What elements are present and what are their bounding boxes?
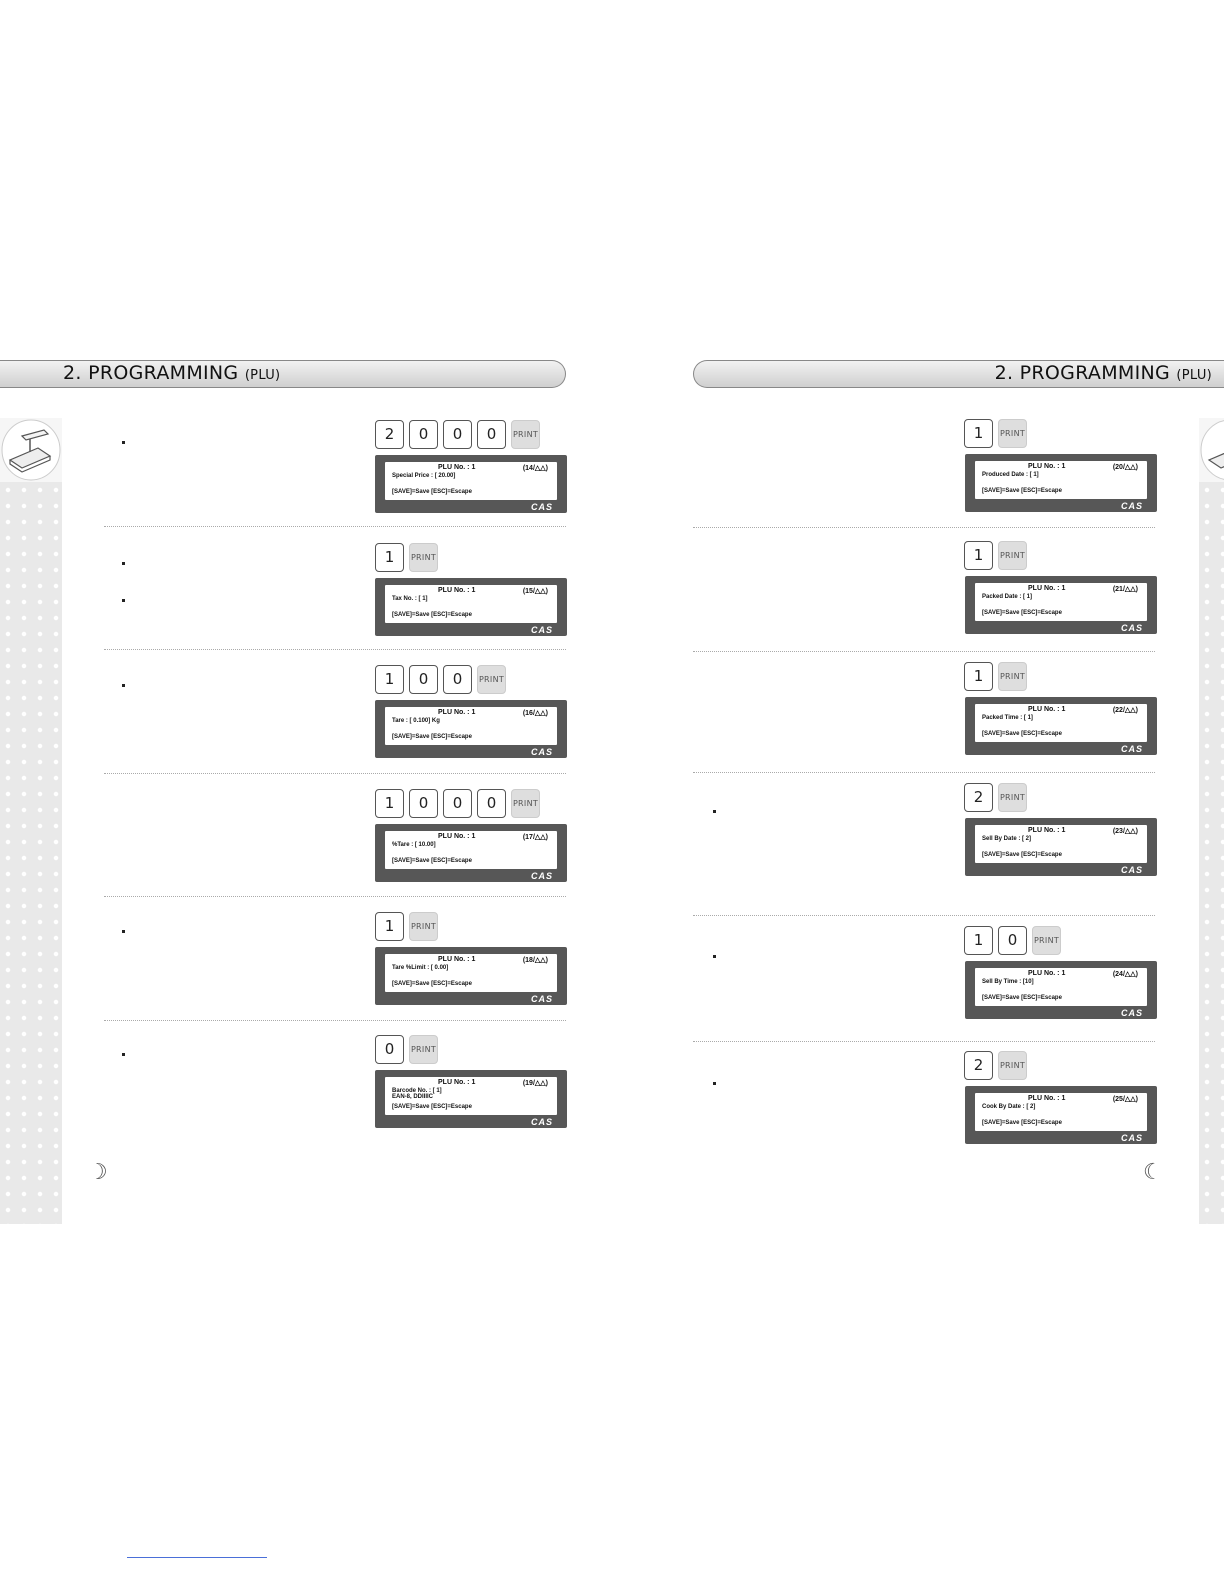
lcd-save-hint: [SAVE]=Save [ESC]=Escape (982, 852, 1062, 858)
bullet-point (713, 1082, 716, 1085)
cas-logo: CAS (530, 994, 553, 1004)
bullet-point (713, 810, 716, 813)
key-0[interactable]: 0 (998, 926, 1027, 955)
lcd-plu-number: PLU No. : 1 (1028, 1095, 1066, 1102)
key-sequence (375, 665, 506, 694)
bullet-point (122, 684, 125, 687)
lcd-field-line: Packed Date : [ 1] (982, 594, 1033, 600)
lcd-display (965, 961, 1157, 1019)
key-2[interactable]: 2 (964, 1051, 993, 1080)
bullet-point (122, 1053, 125, 1056)
print-key[interactable]: PRINT (511, 789, 540, 818)
lcd-display (375, 1070, 567, 1128)
lcd-plu-number: PLU No. : 1 (438, 1079, 476, 1086)
lcd-save-hint: [SAVE]=Save [ESC]=Escape (982, 731, 1062, 737)
lcd-page-indicator: (19/△△) (522, 1080, 548, 1087)
key-1[interactable]: 1 (964, 662, 993, 691)
cas-logo: CAS (530, 625, 553, 635)
key-sequence (375, 1035, 438, 1064)
header-bar-right (693, 360, 1224, 388)
bullet-point (122, 562, 125, 565)
print-key[interactable]: PRINT (998, 783, 1027, 812)
key-sequence (375, 912, 438, 941)
key-0[interactable]: 0 (375, 1035, 404, 1064)
key-sequence (964, 783, 1027, 812)
lcd-page-indicator: (14/△△) (522, 465, 548, 472)
key-sequence (964, 541, 1027, 570)
lcd-plu-number: PLU No. : 1 (1028, 585, 1066, 592)
print-key[interactable]: PRINT (409, 1035, 438, 1064)
print-key[interactable]: PRINT (477, 665, 506, 694)
scale-icon (1199, 418, 1224, 482)
key-1[interactable]: 1 (375, 789, 404, 818)
lcd-save-hint: [SAVE]=Save [ESC]=Escape (392, 1104, 472, 1110)
lcd-display (375, 947, 567, 1005)
lcd-save-hint: [SAVE]=Save [ESC]=Escape (982, 610, 1062, 616)
lcd-screen (385, 954, 557, 992)
lcd-display (965, 818, 1157, 876)
lcd-screen (975, 1093, 1147, 1131)
print-key[interactable]: PRINT (1032, 926, 1061, 955)
step-divider (693, 527, 1155, 528)
lcd-field-line: Tare %Limit : [ 0.00] (392, 965, 449, 971)
step-divider (693, 651, 1155, 652)
lcd-field-line-2: EAN-8, DDIIIIC (392, 1094, 434, 1100)
key-sequence (375, 420, 540, 449)
lcd-display (375, 824, 567, 882)
cas-logo: CAS (1120, 623, 1143, 633)
lcd-save-hint: [SAVE]=Save [ESC]=Escape (392, 858, 472, 864)
cas-logo: CAS (1120, 744, 1143, 754)
lcd-field-line: Barcode No. : [ 1] (392, 1088, 442, 1094)
lcd-plu-number: PLU No. : 1 (438, 587, 476, 594)
cas-logo: CAS (1120, 865, 1143, 875)
key-0[interactable]: 0 (409, 420, 438, 449)
print-key[interactable]: PRINT (409, 543, 438, 572)
cas-logo: CAS (1120, 501, 1143, 511)
lcd-save-hint: [SAVE]=Save [ESC]=Escape (392, 489, 472, 495)
lcd-screen (975, 461, 1147, 499)
bullet-point (713, 955, 716, 958)
lcd-page-indicator: (17/△△) (522, 834, 548, 841)
key-1[interactable]: 1 (375, 543, 404, 572)
cas-logo: CAS (530, 747, 553, 757)
lcd-display (375, 578, 567, 636)
page-marker-icon: ☾ (1143, 1160, 1163, 1185)
key-sequence (375, 543, 438, 572)
lcd-plu-number: PLU No. : 1 (438, 833, 476, 840)
bullet-point (122, 441, 125, 444)
scale-icon (0, 418, 62, 482)
key-0[interactable]: 0 (409, 665, 438, 694)
cas-logo: CAS (530, 502, 553, 512)
lcd-page-indicator: (23/△△) (1112, 828, 1138, 835)
lcd-display (375, 700, 567, 758)
section-title-right: 2. PROGRAMMING (PLU) (994, 362, 1212, 384)
key-0[interactable]: 0 (443, 665, 472, 694)
print-key[interactable]: PRINT (998, 1051, 1027, 1080)
lcd-display (965, 697, 1157, 755)
lcd-page-indicator: (25/△△) (1112, 1096, 1138, 1103)
key-1[interactable]: 1 (964, 419, 993, 448)
key-sequence (964, 1051, 1027, 1080)
lcd-field-line: %Tare : [ 10.00] (392, 842, 436, 848)
lcd-field-line: Sell By Date : [ 2] (982, 836, 1032, 842)
lcd-screen (385, 707, 557, 745)
key-0[interactable]: 0 (443, 789, 472, 818)
lcd-screen (385, 585, 557, 623)
lcd-display (375, 455, 567, 513)
header-bar-left (0, 360, 566, 388)
key-sequence (964, 419, 1027, 448)
lcd-screen (975, 704, 1147, 742)
lcd-screen (385, 462, 557, 500)
bullet-point (122, 599, 125, 602)
lcd-screen (975, 968, 1147, 1006)
lcd-save-hint: [SAVE]=Save [ESC]=Escape (392, 981, 472, 987)
cas-logo: CAS (530, 1117, 553, 1127)
key-1[interactable]: 1 (964, 926, 993, 955)
key-0[interactable]: 0 (477, 789, 506, 818)
lcd-field-line: Tare : [ 0.100] Kg (392, 718, 440, 724)
lcd-screen (385, 831, 557, 869)
key-0[interactable]: 0 (477, 420, 506, 449)
key-sequence (375, 789, 540, 818)
lcd-plu-number: PLU No. : 1 (438, 709, 476, 716)
section-title-left: 2. PROGRAMMING (PLU) (63, 362, 281, 384)
cas-logo: CAS (1120, 1008, 1143, 1018)
lcd-screen (975, 583, 1147, 621)
lcd-plu-number: PLU No. : 1 (438, 956, 476, 963)
lcd-field-line: Special Price : [ 20.00] (392, 473, 456, 479)
lcd-save-hint: [SAVE]=Save [ESC]=Escape (982, 995, 1062, 1001)
step-divider (104, 773, 566, 774)
lcd-page-indicator: (24/△△) (1112, 971, 1138, 978)
key-2[interactable]: 2 (375, 420, 404, 449)
print-key[interactable]: PRINT (511, 420, 540, 449)
lcd-field-line: Packed Time : [ 1] (982, 715, 1033, 721)
step-divider (693, 915, 1155, 916)
step-divider (693, 772, 1155, 773)
lcd-display (965, 576, 1157, 634)
lcd-save-hint: [SAVE]=Save [ESC]=Escape (982, 488, 1062, 494)
print-key[interactable]: PRINT (409, 912, 438, 941)
side-strip-left (0, 418, 62, 1224)
key-1[interactable]: 1 (964, 541, 993, 570)
lcd-page-indicator: (22/△△) (1112, 707, 1138, 714)
lcd-screen (975, 825, 1147, 863)
lcd-field-line: Sell By Time : [10] (982, 979, 1034, 985)
lcd-page-indicator: (18/△△) (522, 957, 548, 964)
lcd-plu-number: PLU No. : 1 (1028, 706, 1066, 713)
print-key[interactable]: PRINT (998, 419, 1027, 448)
key-sequence (964, 662, 1027, 691)
lcd-plu-number: PLU No. : 1 (1028, 463, 1066, 470)
lcd-field-line: Cook By Date : [ 2] (982, 1104, 1036, 1110)
lcd-page-indicator: (15/△△) (522, 588, 548, 595)
key-1[interactable]: 1 (375, 665, 404, 694)
lcd-page-indicator: (21/△△) (1112, 586, 1138, 593)
lcd-display (965, 1086, 1157, 1144)
lcd-field-line: Tax No. : [ 1] (392, 596, 428, 602)
print-key[interactable]: PRINT (998, 541, 1027, 570)
lcd-plu-number: PLU No. : 1 (438, 464, 476, 471)
step-divider (104, 1020, 566, 1021)
page-marker-icon: ☽ (88, 1160, 108, 1185)
key-0[interactable]: 0 (409, 789, 438, 818)
footnote-rule (127, 1557, 267, 1558)
bullet-point (122, 930, 125, 933)
print-key[interactable]: PRINT (998, 662, 1027, 691)
lcd-screen (385, 1077, 557, 1115)
key-sequence (964, 926, 1061, 955)
step-divider (104, 526, 566, 527)
lcd-field-line: Produced Date : [ 1] (982, 472, 1039, 478)
lcd-plu-number: PLU No. : 1 (1028, 970, 1066, 977)
key-0[interactable]: 0 (443, 420, 472, 449)
lcd-save-hint: [SAVE]=Save [ESC]=Escape (392, 612, 472, 618)
step-divider (693, 1041, 1155, 1042)
lcd-save-hint: [SAVE]=Save [ESC]=Escape (392, 734, 472, 740)
lcd-save-hint: [SAVE]=Save [ESC]=Escape (982, 1120, 1062, 1126)
lcd-page-indicator: (16/△△) (522, 710, 548, 717)
step-divider (104, 896, 566, 897)
step-divider (104, 649, 566, 650)
cas-logo: CAS (1120, 1133, 1143, 1143)
key-1[interactable]: 1 (375, 912, 404, 941)
lcd-plu-number: PLU No. : 1 (1028, 827, 1066, 834)
side-strip-right (1199, 418, 1224, 1224)
cas-logo: CAS (530, 871, 553, 881)
key-2[interactable]: 2 (964, 783, 993, 812)
lcd-display (965, 454, 1157, 512)
lcd-page-indicator: (20/△△) (1112, 464, 1138, 471)
